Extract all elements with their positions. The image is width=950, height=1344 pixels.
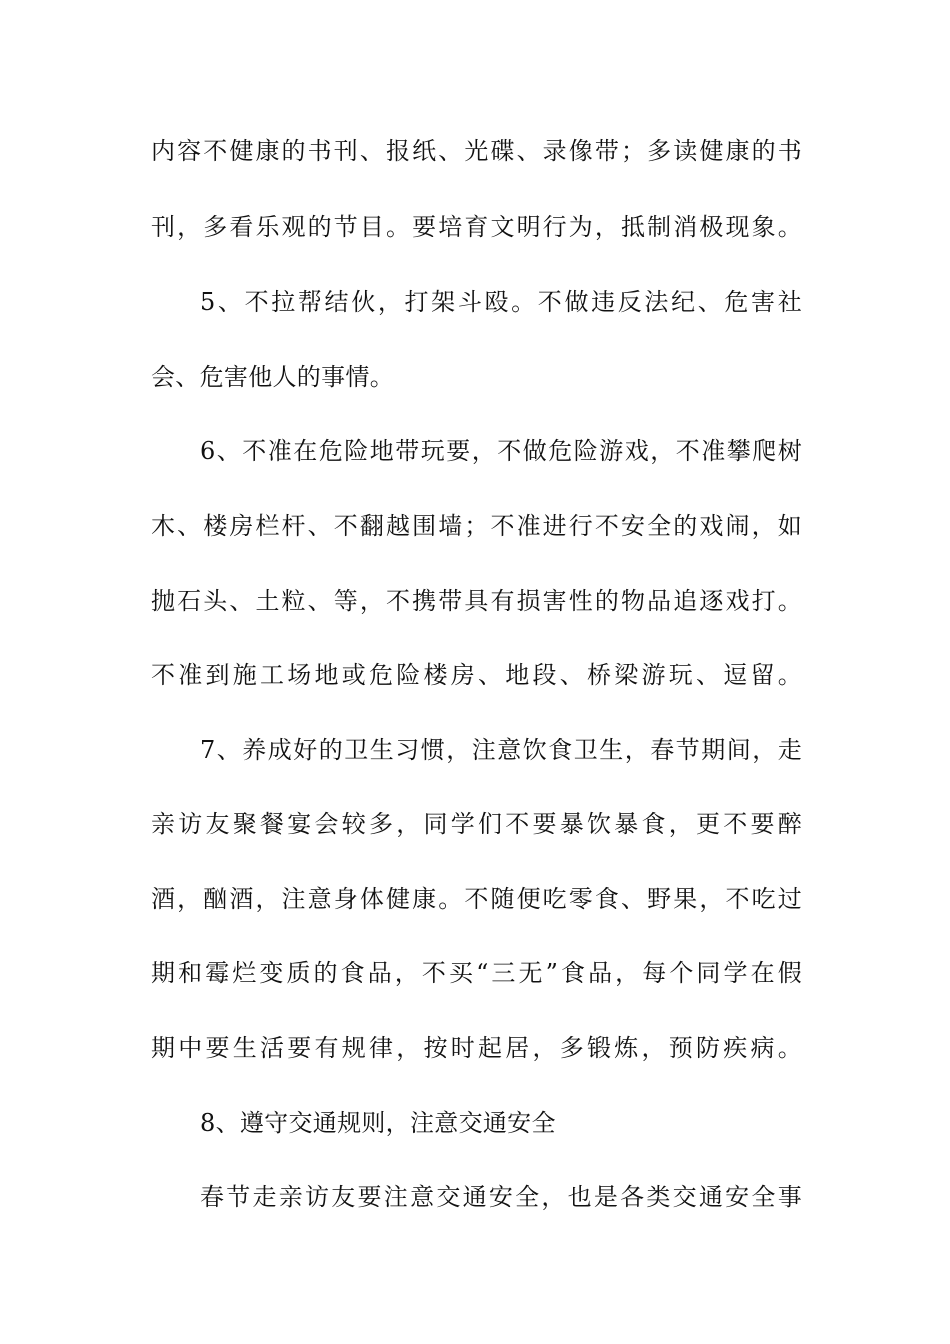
line-text: 刊，多看乐观的节目。要培育文明行为，抵制消极现象。 xyxy=(151,213,804,241)
text-line xyxy=(0,879,950,919)
text-line xyxy=(0,1028,950,1068)
text-line xyxy=(0,581,950,621)
text-line xyxy=(0,357,950,397)
line-text: 酒，酗酒，注意身体健康。不随便吃零食、野果，不吃过 xyxy=(151,885,804,913)
text-line xyxy=(0,655,950,695)
line-text: 内容不健康的书刊、报纸、光碟、录像带；多读健康的书 xyxy=(151,137,804,165)
line-text: 8、遵守交通规则，注意交通安全 xyxy=(200,1109,556,1137)
line-text: 不准到施工场地或危险楼房、地段、桥梁游玩、逗留。 xyxy=(151,661,805,689)
line-text: 木、楼房栏杆、不翻越围墙；不准进行不安全的戏闹，如 xyxy=(151,512,804,540)
paragraph-start-line xyxy=(0,1177,950,1217)
line-text: 期中要生活要有规律，按时起居，多锻炼，预防疾病。 xyxy=(151,1034,805,1062)
line-text: 5、不拉帮结伙，打架斗殴。不做违反法纪、危害社 xyxy=(200,288,805,316)
line-text: 春节走亲访友要注意交通安全，也是各类交通安全事 xyxy=(200,1183,804,1211)
line-text: 会、危害他人的事情。 xyxy=(151,363,394,391)
line-text: 亲访友聚餐宴会较多，同学们不要暴饮暴食，更不要醉 xyxy=(151,810,805,838)
section-heading-line xyxy=(0,1103,950,1143)
paragraph-start-line xyxy=(0,431,950,471)
text-line xyxy=(0,953,950,993)
text-line xyxy=(0,506,950,546)
text-line xyxy=(0,131,950,171)
line-text: 抛石头、土粒、等，不携带具有损害性的物品追逐戏打。 xyxy=(151,587,804,615)
line-text: 7、养成好的卫生习惯，注意饮食卫生，春节期间，走 xyxy=(200,736,804,764)
text-line xyxy=(0,804,950,844)
paragraph-start-line xyxy=(0,282,950,322)
line-text: 期和霉烂变质的食品，不买“三无”食品，每个同学在假 xyxy=(151,959,805,987)
paragraph-start-line xyxy=(0,730,950,770)
text-line xyxy=(0,207,950,247)
line-text: 6、不准在危险地带玩要，不做危险游戏，不准攀爬树 xyxy=(200,437,804,465)
